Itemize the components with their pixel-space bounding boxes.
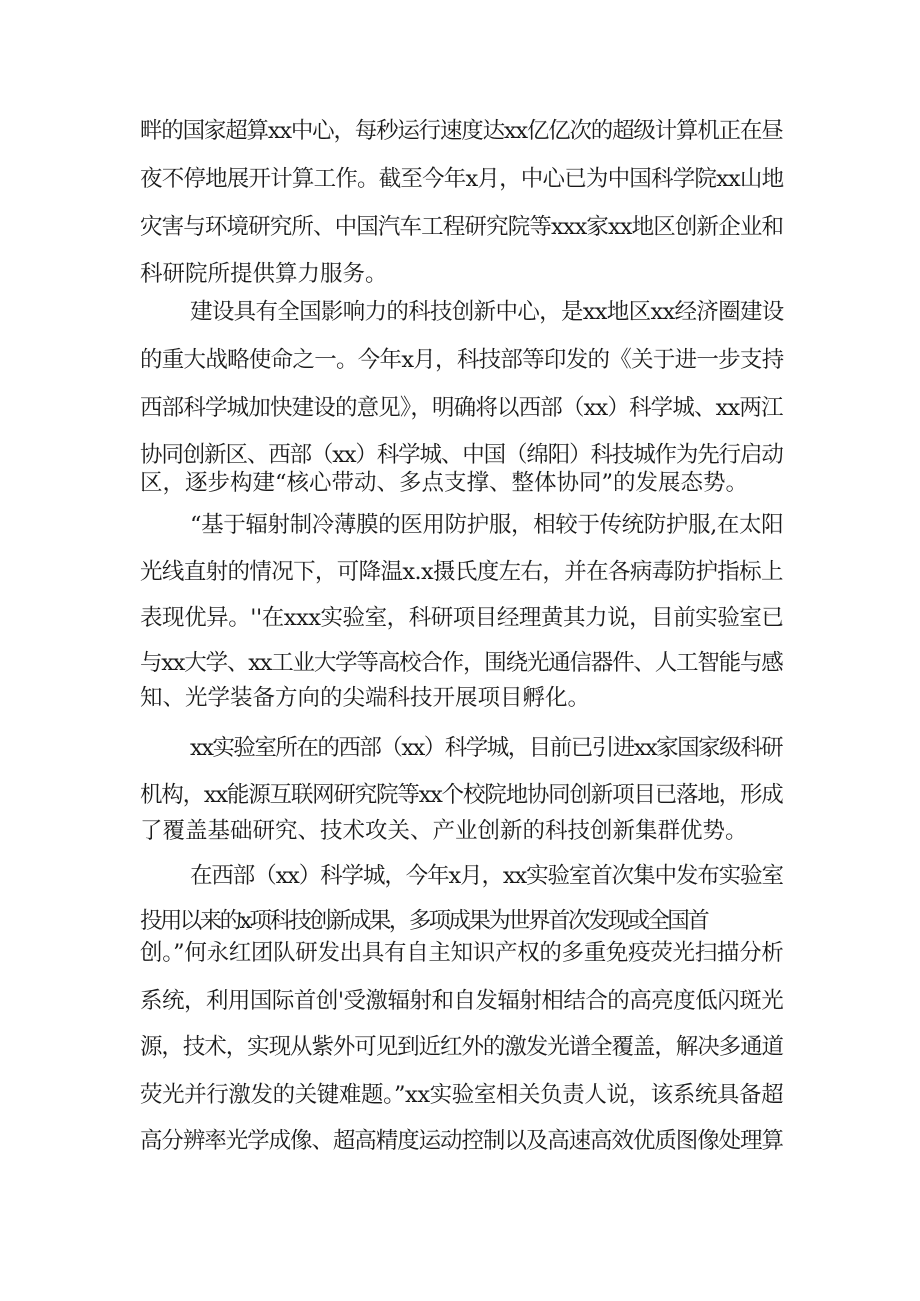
text-line: 协同创新区、西部（xx）科学城、中国（绵阳）科技城作为先行启动 — [140, 442, 783, 468]
text-line: 高分辨率光学成像、超高精度运动控制以及高速高效优质图像处理算 — [140, 1128, 783, 1154]
text-line: 了覆盖基础研究、技术攻关、产业创新的科技创新集群优势。 — [140, 818, 748, 844]
text-line: 系统，利用国际首创'受激辐射和自发辐射相结合的高亮度低闪斑光 — [140, 988, 784, 1014]
text-line: 的重大战略使命之一。今年x月，科技部等印发的《关于进一步支持 — [140, 347, 784, 373]
text-line: 知、光学装备方向的尖端科技开展项目孵化。 — [140, 685, 591, 711]
text-line: 科研院所提供算力服务。 — [140, 261, 388, 287]
text-line: 灾害与环境研究所、中国汽车工程研究院等xxx家xx地区创新企业和 — [140, 214, 784, 240]
text-line: 创。”何永红团队研发出具有自主知识产权的多重免疫荧光扫描分析 — [140, 940, 784, 966]
text-line: 荧光并行激发的关键难题。”xx实验室相关负责人说，该系统具备超 — [140, 1082, 784, 1108]
text-line: 区，逐步构建“核心带动、多点支撑、整体协同”的发展态势。 — [140, 470, 749, 496]
text-line: xx实验室所在的西部（xx）科学城，目前已引进xx家国家级科研 — [190, 735, 783, 761]
text-line: 西部科学城加快建设的意见》，明确将以西部（xx）科学城、xx两江 — [140, 395, 783, 421]
text-line: 夜不停地展开计算工作。截至今年x月，中心已为中国科学院xx山地 — [140, 166, 784, 192]
text-line: 与xx大学、xx工业大学等高校合作，围绕光通信器件、人工智能与感 — [140, 650, 783, 676]
text-line: 建设具有全国影响力的科技创新中心，是xx地区xx经济圈建设 — [190, 299, 784, 325]
text-line: “基于辐射制冷薄膜的医用防护服，相较于传统防护服,在太阳 — [190, 512, 784, 538]
text-line: 光线直射的情况下，可降温x.x摄氏度左右，并在各病毒防护指标上 — [140, 559, 783, 585]
text-line: 源，技术，实现从紫外可见到近红外的激发光谱全覆盖，解决多通道 — [140, 1034, 783, 1060]
text-line: 畔的国家超算xx中心，每秒运行速度达xx亿亿次的超级计算机正在昼 — [140, 118, 783, 144]
text-line: 机构，xx能源互联网研究院等xx个校院地协同创新项目已落地，形成 — [140, 782, 783, 808]
text-line: 在西部（xx）科学城，今年x月，xx实验室首次集中发布实验室 — [190, 863, 783, 889]
text-line: 投用以来的x项科技创新成果，多项成果为世界首次发现或全国首 — [140, 908, 708, 934]
text-line: 表现优异。''在xxx实验室，科研项目经理黄其力说，目前实验室已 — [140, 605, 784, 631]
